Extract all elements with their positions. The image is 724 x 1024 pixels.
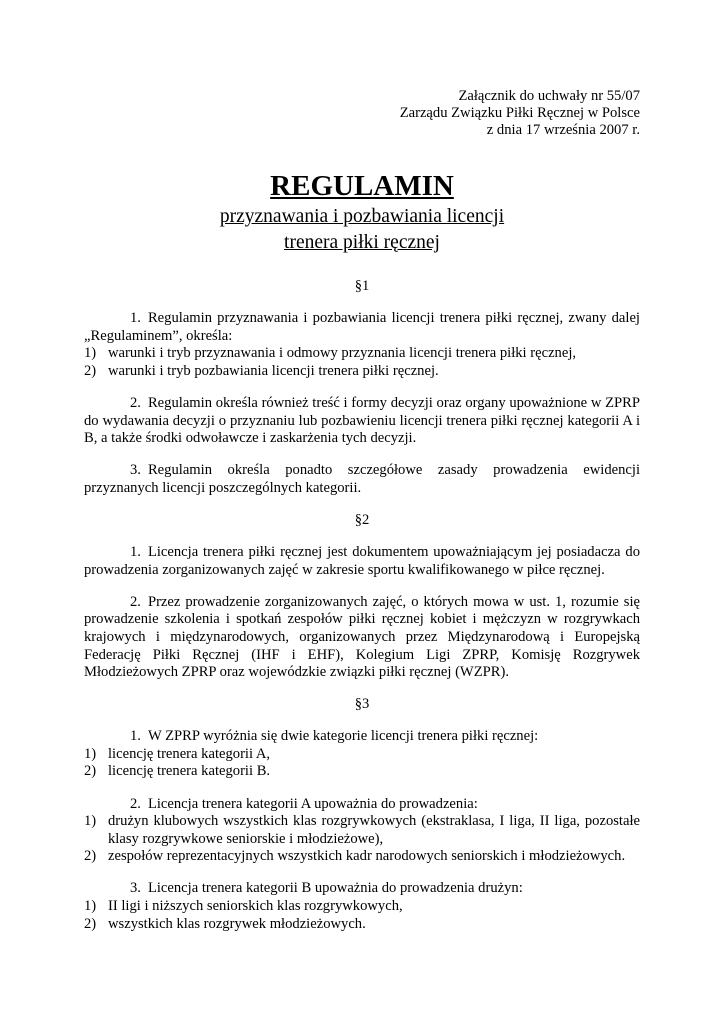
paragraph-text [84,462,640,497]
paragraph [84,310,640,380]
list-item-text: warunki i tryb przyznawania i odmowy przyznania licencji trenera piłki ręcznej, [108,345,577,362]
paragraph-number: 1. [130,310,141,327]
paragraph-body: Regulamin przyznawania i pozbawiania licencji trenera piłki ręcznej, zwany dalej „Regulaminem”, określa: [84,310,640,344]
paragraph-body: W ZPRP wyróżnia się dwie kategorie licencji trenera piłki ręcznej: [147,728,539,745]
header-line-date: z dnia 17 września 2007 r. [486,122,640,138]
document-title: REGULAMIN [270,170,454,202]
list-item-text: licencję trenera kategorii B. [108,763,271,780]
list-item-number: 2) [84,848,97,865]
paragraph-number: 3. [130,462,141,479]
paragraph [84,728,640,781]
paragraph [84,880,640,933]
list-item-number: 1) [84,345,97,362]
list-item [84,345,640,363]
paragraph-number: 2. [130,394,141,411]
paragraph-text [84,796,640,814]
paragraph-text [84,395,640,448]
list-item [84,363,640,381]
document-subtitle-line-1: przyznawania i pozbawiania licencji [219,206,505,227]
paragraph-body: Licencja trenera piłki ręcznej jest dokumentem upoważniającym jej posiadacza do prowadzenia zorganizowanych zajęć w zakresie sportu kwalifikowanego w piłce ręcznej. [84,544,640,578]
list-item-number: 1) [84,813,97,830]
list-item [84,848,640,866]
section-heading: §1 [354,278,370,294]
list-item [84,746,640,764]
list-item-number: 2) [84,362,97,379]
paragraph-number: 2. [130,593,141,610]
list-item [84,813,640,848]
paragraph [84,544,640,579]
section-heading: §3 [354,696,370,713]
list-item [84,898,640,916]
paragraph-text [84,880,640,898]
paragraph-number: 1. [130,728,141,745]
list-item-number: 2) [84,915,97,932]
list-item-text: zespołów reprezentacyjnych wszystkich kadr narodowych seniorskich i młodzieżowych. [108,848,626,865]
paragraph-number: 2. [130,795,141,812]
section-2 [84,512,640,682]
paragraph-number: 3. [130,880,141,897]
paragraph [84,395,640,448]
paragraph-body: Regulamin określa ponadto szczegółowe zasady prowadzenia ewidencji przyznanych licencji poszczególnych kategorii. [84,462,640,496]
paragraph-number: 1. [130,544,141,561]
paragraph-body: Licencja trenera kategorii A upoważnia do prowadzenia: [147,795,478,812]
paragraph-text [84,728,640,746]
paragraph [84,594,640,682]
paragraph-text [84,594,640,682]
paragraph-body: Regulamin określa również treść i formy decyzji oraz organy upoważnione w ZPRP do wydawania decyzji o przyznaniu lub pozbawieniu licencji trenera piłki ręcznej kategorii A i B, a także środki odwoławcze i zaskarżenia tych decyzji. [84,394,640,447]
document-body [84,278,640,933]
header-line-board: Zarządu Związku Piłki Ręcznej w Polsce [399,105,640,121]
paragraph-body: Licencja trenera kategorii B upoważnia do prowadzenia drużyn: [147,880,523,897]
paragraph [84,796,640,866]
section-1 [84,278,640,497]
list-item-number: 2) [84,763,97,780]
list-item [84,763,640,781]
paragraph-body: Przez prowadzenie zorganizowanych zajęć, o których mowa w ust. 1, rozumie się prowadzenie szkolenia i spotkań zespołów piłki ręcznej kobiet i mężczyzn w rozgrywkach krajowych i międzynarodowych, organizowanych przez Międzynarodową i Europejską Federację Piłki Ręcznej (IHF i EHF), Kolegium Ligi ZPRP, Komisję Rozgrywek Młodzieżowych ZPRP oraz wojewódzkie związki piłki ręcznej (WZPR). [84,593,640,681]
list-item-text: drużyn klubowych wszystkich klas rozgrywkowych (ekstraklasa, I liga, II liga, pozostałe klasy rozgrywkowe seniorskie i młodzieżowe), [108,813,640,847]
paragraph-text [84,310,640,345]
section-3 [84,696,640,933]
list-item-text: wszystkich klas rozgrywek młodzieżowych. [108,915,366,932]
document-title-block [0,168,724,256]
list-item-number: 1) [84,745,97,762]
list-item-text: licencję trenera kategorii A, [108,745,271,762]
paragraph-text [84,544,640,579]
section-heading: §2 [354,511,370,528]
list-item-text: II ligi i niższych seniorskich klas rozgrywkowych, [108,898,403,915]
list-item-number: 1) [84,898,97,915]
paragraph [84,462,640,497]
list-item [84,916,640,934]
attachment-header [400,88,640,139]
list-item-text: warunki i tryb pozbawiania licencji trenera piłki ręcznej. [108,362,439,379]
header-line-resolution: Załącznik do uchwały nr 55/07 [458,88,640,104]
document-subtitle-line-2: trenera piłki ręcznej [284,232,440,253]
